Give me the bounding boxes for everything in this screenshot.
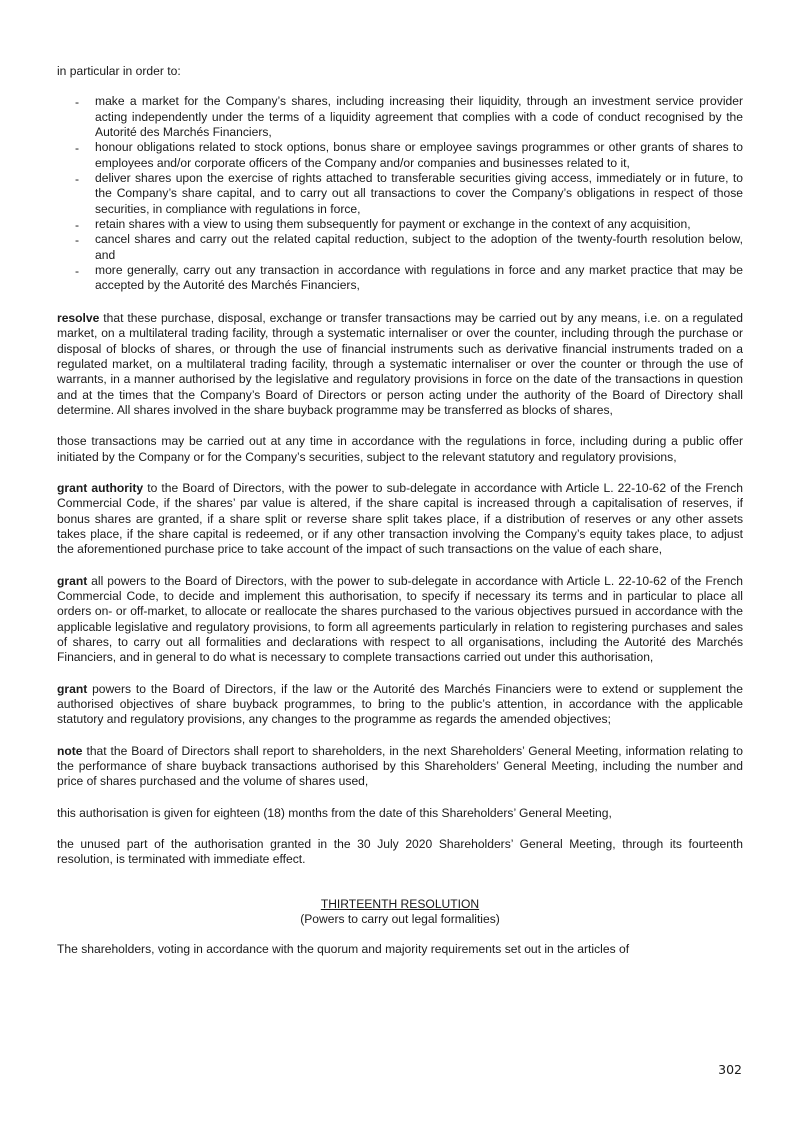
page-number: 302 (718, 1062, 742, 1077)
bullet-dash: - (75, 218, 80, 233)
paragraph-lead: resolve (57, 310, 100, 325)
paragraph-text: powers to the Board of Directors, if the law or the Autorité des Marchés Financiers were to extend or supplement the authorised objectives of share buyback programmes, to bring to the public’s attention, in accordance with the applicable statutory and regulatory provisions, any changes to the programme as regards the amended objectives; (57, 681, 743, 727)
bullet-dash: - (75, 95, 80, 110)
resolution-subtitle: (Powers to carry out legal formalities) (300, 912, 500, 927)
resolution-title: THIRTEENTH RESOLUTION (320, 896, 480, 911)
list-item-text: honour obligations related to stock options, bonus share or employee savings programmes or other grants of shares to employees and/or corporate officers of the Company and/or companies and businesses related to it, (95, 140, 743, 170)
list-item-text: cancel shares and carry out the related capital reduction, subject to the adoption of the twenty-fourth resolution below, and (95, 232, 743, 262)
list-item (57, 94, 743, 140)
paragraph-text: all powers to the Board of Directors, with the power to sub-delegate in accordance with Article L. 22-10-62 of the French Commercial Code, to decide and implement this authorisation, to specify if necessary its terms and in particular to place all orders on- or off-market, to allocate or reallocate the shares purchased to the various objectives pursued in accordance with the applicable legislative and regulatory provisions, to form all agreements particularly in relation to registering purchases and sales of shares, to carry out all formalities and declarations with respect to all organisations, including the Autorité des Marchés Financiers, and in general to do what is necessary to complete transactions carried out under this authorisation, (57, 573, 743, 665)
paragraph-text: the unused part of the authorisation granted in the 30 July 2020 Shareholders’ General Meeting, through its fourteenth resolution, is terminated with immediate effect. (57, 837, 743, 867)
resolution-heading (57, 897, 743, 928)
list-item-text: make a market for the Company’s shares, including increasing their liquidity, through an investment service provider acting independently under the terms of a liquidity agreement that complies with a code of conduct recognised by the Autorité des Marchés Financiers, (95, 94, 743, 140)
list-item (57, 217, 743, 232)
list-item-text: retain shares with a view to using them subsequently for payment or exchange in the context of any acquisition, (95, 217, 691, 232)
paragraph-text: to the Board of Directors, with the power to sub-delegate in accordance with Article L. 22-10-62 of the French Commercial Code, if the shares’ par value is altered, if the share capital is increased through a capitalisation of reserves, if bonus shares are granted, if a share split or reverse share split takes place, if a distribution of reserves or any other assets takes place, if the share capital is redeemed, or if any other transaction involving the Company’s equity takes place, to adjust the aforementioned purchase price to take account of the impact of such transactions on the value of each share, (57, 480, 743, 557)
paragraph-lead: grant authority (57, 480, 144, 495)
paragraph-grant-objectives (57, 682, 743, 728)
paragraph-note (57, 744, 743, 790)
list-item (57, 232, 743, 263)
paragraph-text: that these purchase, disposal, exchange or transfer transactions may be carried out by any means, i.e. on a regulated market, on a multilateral trading facility, through a systematic internaliser or over the counter, including through the purchase or disposal of blocks of shares, or through the use of financial instruments such as derivative financial instruments traded on a regulated market, on a multilateral trading facility, through a systematic internaliser or over the counter or through the use of warrants, in a manner authorised by the legislative and regulatory provisions in force on the date of the transactions in question and at the times that the Company’s Board of Directors or person acting under the authority of the Board of Directory shall determine. All shares involved in the share buyback programme may be transferred as blocks of shares, (57, 310, 743, 417)
paragraph-lead: note (57, 743, 83, 758)
objectives-list (57, 94, 743, 293)
paragraph-text: those transactions may be carried out at any time in accordance with the regulations in force, including during a public offer initiated by the Company or for the Company’s securities, subject to the relevant statutory and regulatory provisions, (57, 434, 743, 464)
paragraph-text: this authorisation is given for eighteen (18) months from the date of this Shareholders’ General Meeting, (57, 805, 612, 820)
intro-text: in particular in order to: (57, 64, 181, 78)
list-item (57, 263, 743, 294)
bullet-dash: - (75, 141, 80, 156)
bullet-dash: - (75, 172, 80, 187)
list-item-text: more generally, carry out any transaction in accordance with regulations in force and any market practice that may be accepted by the Autorité des Marchés Financiers, (95, 263, 743, 293)
list-item-text: deliver shares upon the exercise of rights attached to transferable securities giving access, immediately or in future, to the Company’s share capital, and to carry out all transactions to cover the Company’s obligations in respect of those securities, in compliance with regulations in force, (95, 171, 743, 216)
bullet-dash: - (75, 264, 80, 279)
document-page (57, 64, 743, 974)
closing-line: The shareholders, voting in accordance with the quorum and majority requirements set out in the articles of (57, 942, 630, 957)
paragraph-termination (57, 837, 743, 868)
paragraph-grant-authority (57, 481, 743, 558)
list-item (57, 140, 743, 171)
paragraph-duration (57, 806, 743, 821)
paragraph-text: that the Board of Directors shall report to shareholders, in the next Shareholders’ General Meeting, information relating to the performance of share buyback transactions authorised by this Shareholders’ General Meeting, including the number and price of shares purchased and the volume of shares used, (57, 743, 743, 789)
paragraph-timing (57, 434, 743, 465)
paragraph-grant-powers (57, 574, 743, 666)
bullet-dash: - (75, 233, 80, 248)
list-item (57, 171, 743, 217)
paragraph-resolve (57, 311, 743, 418)
paragraph-lead: grant (57, 573, 88, 588)
paragraph-lead: grant (57, 681, 88, 696)
